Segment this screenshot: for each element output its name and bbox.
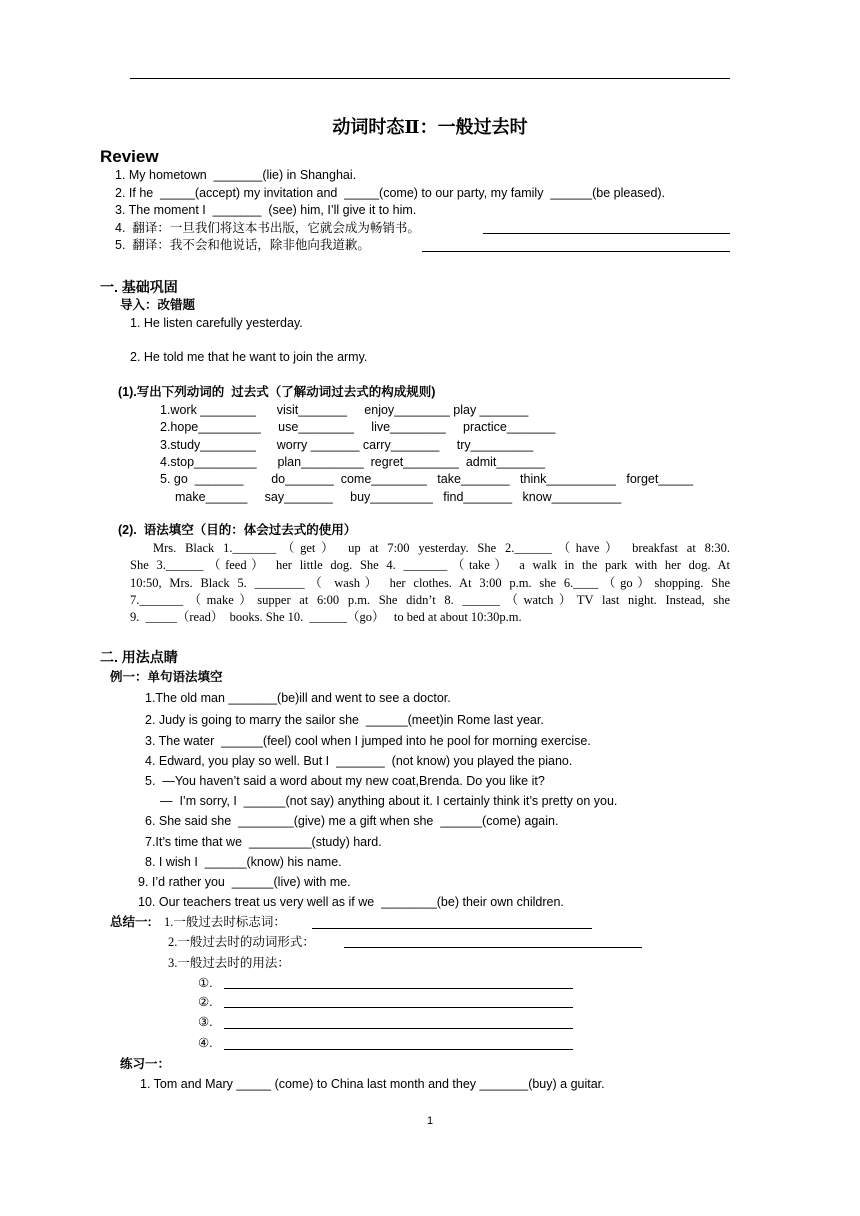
review-item-2: 2. If he _____(accept) my invitation and _____(come) to our party, my family ______(be pleased). bbox=[115, 186, 666, 200]
passage-line-1: Mrs. Black 1._______（get） up at 7:00 yesterday. She 2.______（have） breakfast at 8:30. bbox=[153, 541, 730, 555]
example-item-3: 3. The water ______(feel) cool when I jumped into he pool for morning exercise. bbox=[145, 734, 591, 748]
passage-line-5: 9. _____（read） books. She 10. ______（go） to bed at about 10:30p.m. bbox=[130, 610, 522, 624]
review-item-5: 5. 翻译：我不会和他说话，除非他向我道歉。 bbox=[115, 238, 370, 252]
example-item-10: 10. Our teachers treat us very well as if we ________(be) their own children. bbox=[138, 895, 564, 909]
example-item-2: 2. Judy is going to marry the sailor she ______(meet)in Rome last year. bbox=[145, 713, 544, 727]
usage-number-1: ①. bbox=[198, 976, 213, 990]
passage-line-2: She 3.______（feed） her little dog. She 4. _______（take） a walk in the park with her dog. At bbox=[130, 558, 730, 572]
answer-line-5 bbox=[422, 251, 730, 252]
verb-row-1: 1.work ________ visit_______ enjoy________ play _______ bbox=[160, 403, 529, 417]
usage-line-3 bbox=[224, 1028, 573, 1029]
usage-line-1 bbox=[224, 988, 573, 989]
practice-label: 练习一： bbox=[120, 1057, 171, 1071]
intro-label: 导入：改错题 bbox=[120, 298, 196, 312]
passage-line-4: 7._______（make）supper at 6:00 p.m. She didn’t 8. ______（watch）TV last night. Instead, she bbox=[130, 593, 730, 607]
verb-row-4: 4.stop_________ plan_________ regret________ admit_______ bbox=[160, 455, 546, 469]
example-item-6: 6. She said she ________(give) me a gift when she ______(come) again. bbox=[145, 814, 559, 828]
usage-number-4: ④. bbox=[198, 1036, 213, 1050]
example-item-7: 7.It’s time that we _________(study) hard. bbox=[145, 835, 382, 849]
example-item-8: 8. I wish I ______(know) his name. bbox=[145, 855, 342, 869]
review-item-4: 4. 翻译：一旦我们将这本书出版，它就会成为畅销书。 bbox=[115, 221, 420, 235]
review-heading: Review bbox=[100, 147, 159, 166]
summary-line-1 bbox=[312, 928, 592, 929]
section-1-heading: 一. 基础巩固 bbox=[100, 279, 178, 295]
example-item-1: 1.The old man _______(be)ill and went to see a doctor. bbox=[145, 691, 451, 705]
error-item-2: 2. He told me that he want to join the army. bbox=[130, 350, 368, 364]
review-item-3: 3. The moment I _______ (see) him, I’ll give it to him. bbox=[115, 203, 417, 217]
header-rule bbox=[130, 78, 730, 79]
error-item-1: 1. He listen carefully yesterday. bbox=[130, 316, 303, 330]
summary-item-1: 1.一般过去时标志词： bbox=[164, 915, 286, 929]
page-number: 1 bbox=[426, 1115, 434, 1127]
usage-line-2 bbox=[224, 1007, 573, 1008]
example-item-4: 4. Edward, you play so well. But I _______ (not know) you played the piano. bbox=[145, 754, 573, 768]
example-item-9: 9. I’d rather you ______(live) with me. bbox=[138, 875, 351, 889]
example-item-5: 5. —You haven’t said a word about my new coat,Brenda. Do you like it? bbox=[145, 774, 545, 788]
verb-row-2: 2.hope_________ use________ live________ practice_______ bbox=[160, 420, 556, 434]
part-1-heading: (1).写出下列动词的 过去式（了解动词过去式的构成规则) bbox=[118, 385, 436, 399]
practice-item-1: 1. Tom and Mary _____ (come) to China last month and they _______(buy) a guitar. bbox=[140, 1077, 605, 1091]
usage-line-4 bbox=[224, 1049, 573, 1050]
usage-number-2: ②. bbox=[198, 995, 213, 1009]
part-2-heading: (2). 语法填空（目的：体会过去式的使用） bbox=[118, 523, 357, 537]
example-label: 例一：单句语法填空 bbox=[110, 670, 223, 684]
review-item-1: 1. My hometown _______(lie) in Shanghai. bbox=[115, 168, 357, 182]
example-item-5-reply: — I’m sorry, I ______(not say) anything about it. I certainly think it’s pretty on you. bbox=[160, 794, 618, 808]
usage-number-3: ③. bbox=[198, 1015, 213, 1029]
verb-row-6: make______ say_______ buy_________ find_______ know__________ bbox=[175, 490, 622, 504]
summary-item-2: 2.一般过去时的动词形式： bbox=[168, 935, 315, 949]
summary-line-2 bbox=[344, 947, 642, 948]
answer-line-4 bbox=[483, 233, 730, 234]
section-2-heading: 二. 用法点睛 bbox=[100, 649, 178, 665]
verb-row-3: 3.study________ worry _______ carry_______ try_________ bbox=[160, 438, 534, 452]
page-title: 动词时态Ⅱ：一般过去时 bbox=[332, 117, 528, 137]
passage-line-3: 10:50, Mrs. Black 5. ________（ wash） her clothes. At 3:00 p.m. she 6.____（go）shopping. She bbox=[130, 576, 730, 590]
summary-item-3: 3.一般过去时的用法： bbox=[168, 956, 290, 970]
verb-row-5: 5. go _______ do_______ come________ take_______ think__________ forget_____ bbox=[160, 472, 694, 486]
summary-label: 总结一: bbox=[110, 915, 152, 929]
